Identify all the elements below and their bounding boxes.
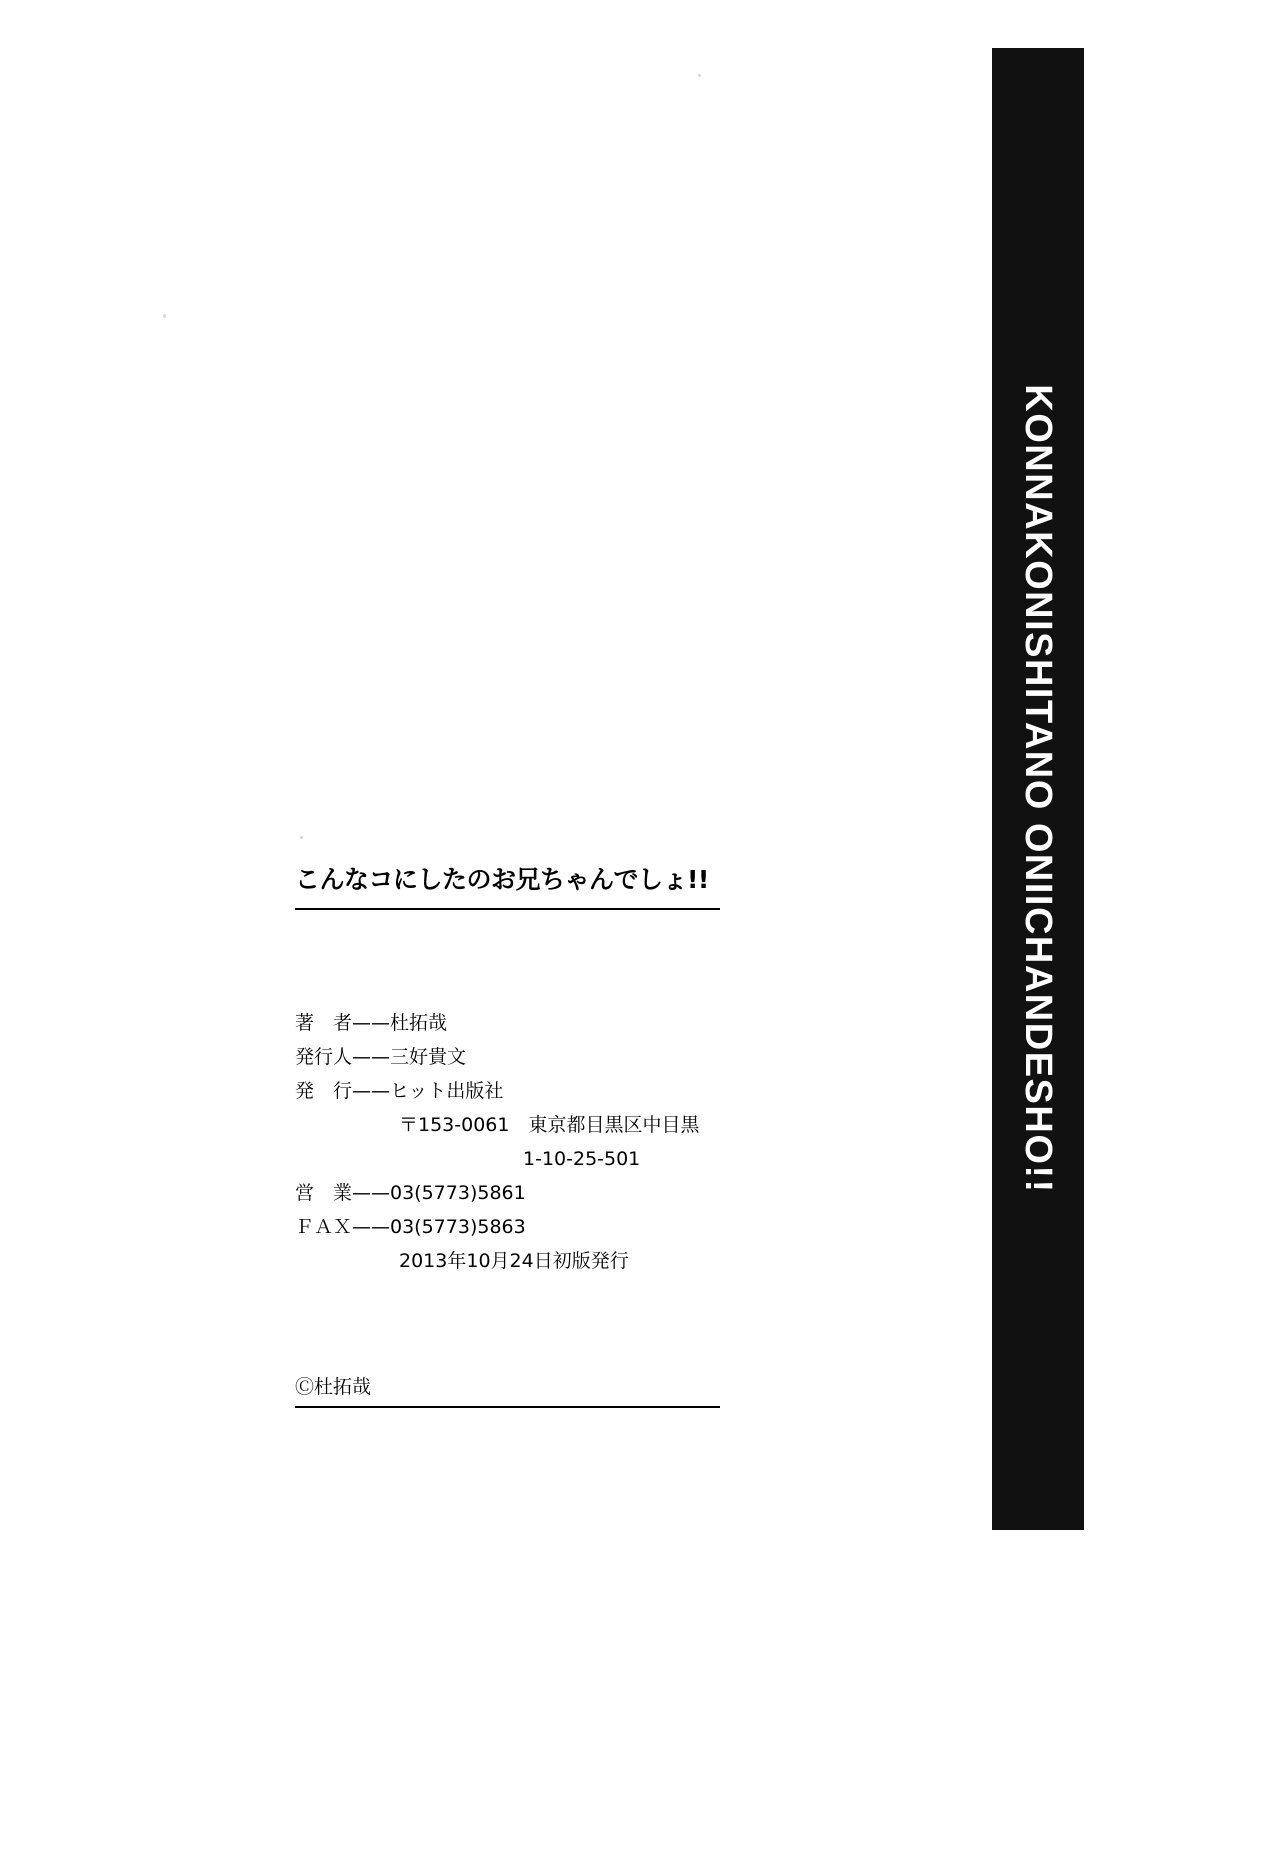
page-speckle [698,74,701,77]
spine-band [992,48,1084,1530]
credit-author: 著 者——杜拓哉 [295,1012,448,1034]
copyright-block [295,1374,720,1408]
credit-address-line2: 1-10-25-501 [523,1148,641,1170]
book-title: こんなコにしたのお兄ちゃんでしょ!! [295,865,709,894]
credit-sales-phone: 営 業——03(5773)5861 [295,1182,526,1204]
credit-publisher: 発 行——ヒット出版社 [295,1080,504,1102]
spine-title: KONNAKONISHITANO ONIICHANDESHO!! [1017,384,1059,1194]
page-speckle [300,836,303,839]
credit-publisher-person: 発行人——三好貴文 [295,1046,467,1068]
credits-list [295,1006,720,1278]
copyright-rule [295,1406,720,1408]
page-speckle [163,314,166,318]
credit-fax: ＦＡＸ——03(5773)5863 [295,1216,526,1238]
copyright-notice: Ⓒ杜拓哉 [295,1376,372,1398]
credit-address-line1: 〒153-0061 東京都目黒区中目黒 [399,1114,700,1136]
credit-publication-date: 2013年10月24日初版発行 [399,1250,629,1272]
colophon-block [295,860,720,1408]
title-rule [295,908,720,910]
